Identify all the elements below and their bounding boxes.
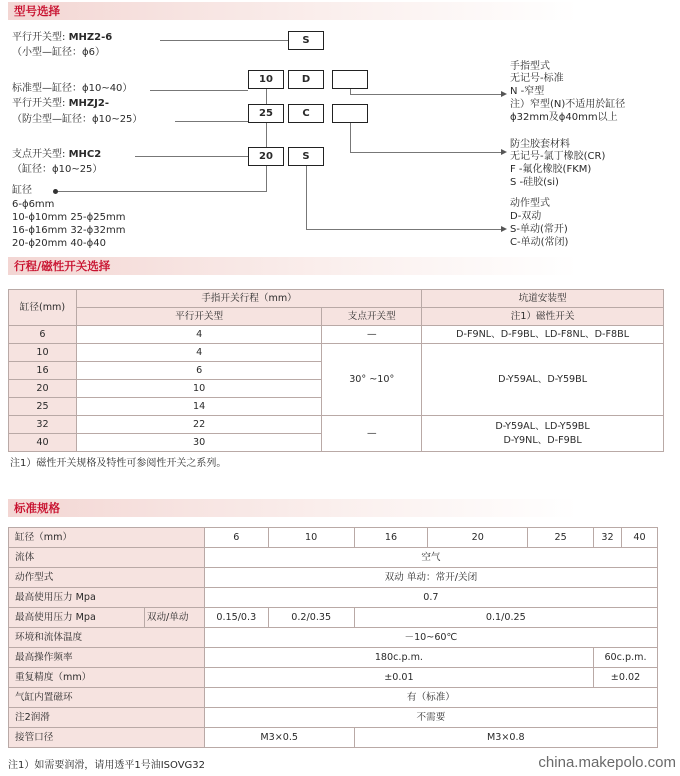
section-title-spec: 标准规格 xyxy=(14,501,60,515)
section-bar xyxy=(8,2,578,20)
model-line: 6-ϕ6mm xyxy=(12,199,55,210)
table-cell: 40 xyxy=(621,528,657,548)
code-box-empty xyxy=(332,70,368,89)
model-line: （小型—缸径：ϕ6） xyxy=(12,47,105,58)
model-line: 10-ϕ10mm 25-ϕ25mm xyxy=(12,212,126,223)
table-cell: 有（标准） xyxy=(204,688,657,708)
table-cell: 不需要 xyxy=(204,708,657,728)
table-cell: 20 xyxy=(428,528,528,548)
table-cell: 14 xyxy=(76,398,321,416)
table-cell: 6 xyxy=(204,528,268,548)
finger-type-text: 注）窄型(N)不适用於缸径 xyxy=(510,99,626,110)
table-cell: 30 xyxy=(76,434,321,452)
finger-type-text: 无记号-标准 xyxy=(510,73,564,84)
spec-table xyxy=(8,527,658,748)
table-cell: M3×0.8 xyxy=(354,728,657,748)
table-cell: 25 xyxy=(528,528,594,548)
table-cell: 16 xyxy=(354,528,428,548)
action-type-text: S-单动(常开) xyxy=(510,224,568,235)
spec-label-frequency: 最高操作频率 xyxy=(9,648,205,668)
table-cell xyxy=(422,416,664,452)
table-cell: 4 xyxy=(76,326,321,344)
connector-line xyxy=(350,152,502,153)
th-parallel: 平行开关型 xyxy=(76,308,321,326)
connector-line xyxy=(306,166,307,230)
spec-label-max-pressure: 最高使用压力 Mpa xyxy=(9,588,205,608)
finger-type-text: 手指型式 xyxy=(510,61,550,72)
table-cell: ±0.01 xyxy=(204,668,593,688)
spec-label-fluid: 流体 xyxy=(9,548,205,568)
table-cell: 0.15/0.3 xyxy=(204,608,268,628)
table-cell: 0.1/0.25 xyxy=(354,608,657,628)
watermark: china.makepolo.com xyxy=(538,754,676,771)
dust-material-text: 无记号-氯丁橡胶(CR) xyxy=(510,151,606,162)
model-line: 平行开关型: MHZ2-6 xyxy=(12,32,113,43)
th-track: 坑道安装型 xyxy=(422,290,664,308)
code-box-empty xyxy=(332,104,368,123)
action-type-text: D-双动 xyxy=(510,211,542,222)
connector-line xyxy=(306,229,502,230)
arrow-icon xyxy=(501,226,507,232)
table-cell: 60c.p.m. xyxy=(594,648,658,668)
th-pivot: 支点开关型 xyxy=(322,308,422,326)
table-cell: 空气 xyxy=(204,548,657,568)
code-box-20: 20 xyxy=(248,147,284,166)
table-cell: 10 xyxy=(268,528,354,548)
action-type-text: 动作型式 xyxy=(510,198,550,209)
section-bar xyxy=(8,499,578,517)
finger-type-text: ϕ32mm及ϕ40mm以上 xyxy=(510,112,618,123)
table-cell: 10 xyxy=(9,344,77,362)
code-box-d: D xyxy=(288,70,324,89)
dust-material-text: F -氟化橡胶(FKM) xyxy=(510,164,592,175)
connector-line xyxy=(56,191,267,192)
model-line: 标准型—缸径：ϕ10~40） xyxy=(12,83,133,94)
model-line: （缸径：ϕ10~25） xyxy=(12,164,103,175)
table-cell: 16 xyxy=(9,362,77,380)
code-box-c: C xyxy=(288,104,324,123)
model-line: 缸径 xyxy=(12,185,32,196)
th-bore: 缸径(mm) xyxy=(9,290,77,326)
switch-model: D-Y59AL、LD-Y59BL xyxy=(495,420,590,432)
dust-material-text: 防尘胶套材料 xyxy=(510,139,570,150)
spec-label-bore: 缸径（mm） xyxy=(9,528,205,548)
connector-line xyxy=(175,121,248,122)
table-cell: 0.7 xyxy=(204,588,657,608)
section-title-model: 型号选择 xyxy=(14,4,60,18)
connector-line xyxy=(135,156,248,157)
table-cell: D-F9NL、D-F9BL、LD-F8NL、D-F8BL xyxy=(422,326,664,344)
table-cell: －10~60℃ xyxy=(204,628,657,648)
code-box-10: 10 xyxy=(248,70,284,89)
table-cell: — xyxy=(322,326,422,344)
table-cell: 22 xyxy=(76,416,321,434)
table-cell: 4 xyxy=(76,344,321,362)
table-cell: 10 xyxy=(76,380,321,398)
code-box-s-top: S xyxy=(288,31,324,50)
table-cell: 双动 单动：常开/关闭 xyxy=(204,568,657,588)
table-cell: 25 xyxy=(9,398,77,416)
table-cell: 20 xyxy=(9,380,77,398)
connector-line xyxy=(150,90,248,91)
th-switch: 注1）磁性开关 xyxy=(422,308,664,326)
spec-label-repeatability: 重复精度（mm） xyxy=(9,668,205,688)
model-line: 平行开关型: MHZJ2- xyxy=(12,98,109,109)
model-line: 20-ϕ20mm 40-ϕ40 xyxy=(12,238,106,249)
spec-sublabel-action: 双动/单动 xyxy=(144,608,204,628)
table-cell: — xyxy=(322,416,422,452)
connector-dot xyxy=(53,189,58,194)
table-cell: 6 xyxy=(9,326,77,344)
code-box-s-bottom: S xyxy=(288,147,324,166)
spec-label-temp: 环境和流体温度 xyxy=(9,628,205,648)
table-cell: D-Y59AL、D-Y59BL xyxy=(422,344,664,416)
action-type-text: C-单动(常闭) xyxy=(510,237,569,248)
table-cell: 0.2/0.35 xyxy=(268,608,354,628)
table-cell: 32 xyxy=(9,416,77,434)
th-finger-stroke: 手指开关行程（mm） xyxy=(76,290,421,308)
table-cell: 180c.p.m. xyxy=(204,648,593,668)
arrow-icon xyxy=(501,91,507,97)
connector-line xyxy=(350,123,351,153)
section-title-stroke: 行程/磁性开关选择 xyxy=(14,259,111,273)
model-line: 支点开关型: MHC2 xyxy=(12,149,102,160)
stroke-note: 注1）磁性开关规格及特性可参阅性开关之系列。 xyxy=(10,458,227,469)
table-cell: 30° ~10° xyxy=(322,344,422,416)
spec-note: 注1）如需要润滑，请用透平1号油ISOVG32 xyxy=(8,760,206,771)
spec-label-magnet: 气缸内置磁环 xyxy=(9,688,205,708)
switch-model: D-Y9NL、D-F9BL xyxy=(503,434,582,446)
table-cell: 40 xyxy=(9,434,77,452)
arrow-icon xyxy=(501,149,507,155)
table-cell: M3×0.5 xyxy=(204,728,354,748)
model-line: （防尘型—缸径：ϕ10~25） xyxy=(12,114,143,125)
model-line: 16-ϕ16mm 32-ϕ32mm xyxy=(12,225,126,236)
table-cell: 6 xyxy=(76,362,321,380)
spec-label-lubrication: 注2润滑 xyxy=(9,708,205,728)
connector-line xyxy=(160,40,288,41)
dust-material-text: S -硅胶(si) xyxy=(510,177,559,188)
finger-type-text: N -窄型 xyxy=(510,86,545,97)
table-cell: ±0.02 xyxy=(594,668,658,688)
code-box-25: 25 xyxy=(248,104,284,123)
spec-label-action: 动作型式 xyxy=(9,568,205,588)
connector-line xyxy=(350,94,502,95)
spec-label-min-pressure: 最高使用压力 Mpa xyxy=(9,608,145,628)
table-cell: 32 xyxy=(594,528,622,548)
stroke-table xyxy=(8,289,664,452)
spec-label-port: 接管口径 xyxy=(9,728,205,748)
